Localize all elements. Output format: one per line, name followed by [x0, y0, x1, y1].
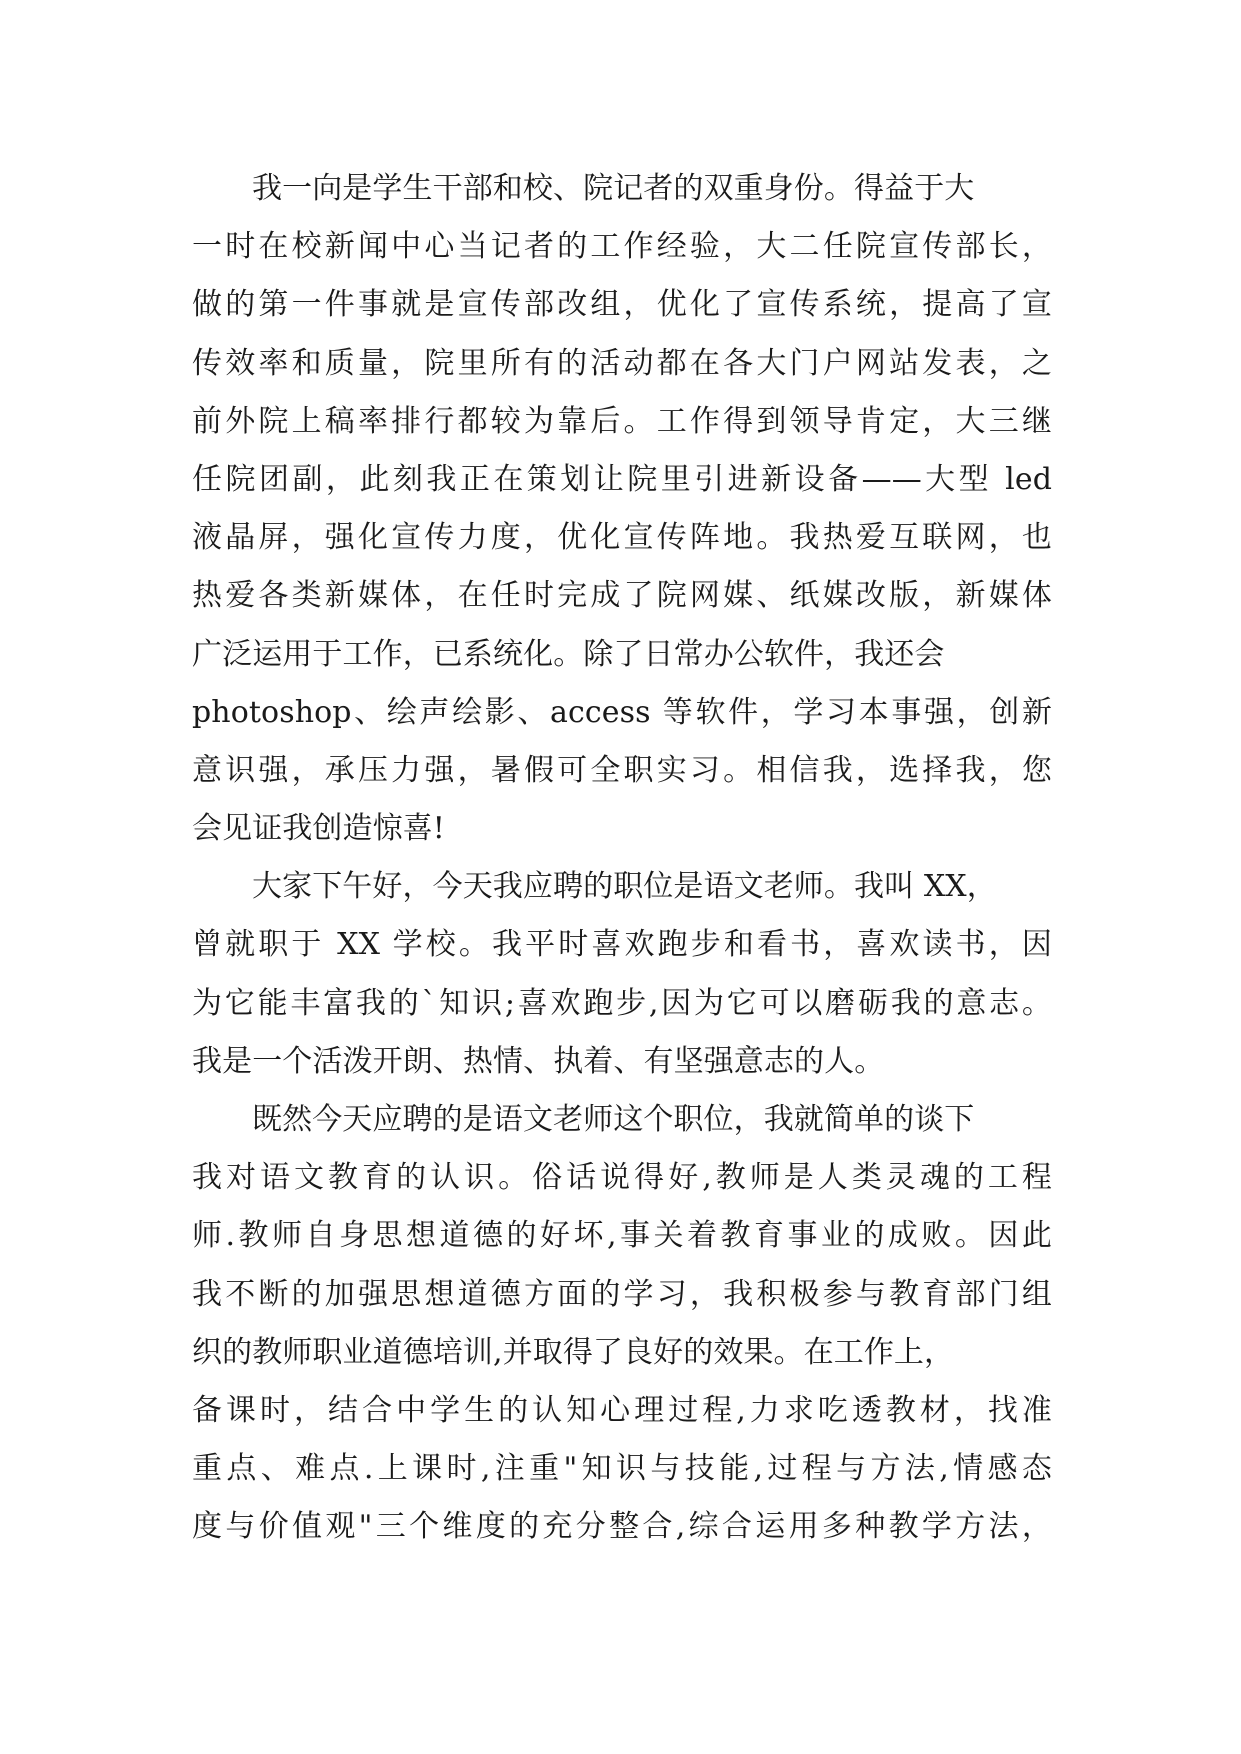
document-body [192, 160, 1052, 1557]
text-line: 一时在校新闻中心当记者的工作经验，大二任院宣传部长， [192, 229, 1052, 265]
text-line: 我是一个活泼开朗、热情、执着、有坚强意志的人。 [192, 1043, 885, 1079]
text-line: 传效率和质量，院里所有的活动都在各大门户网站发表，之 [192, 345, 1052, 381]
text-line: 我不断的加强思想道德方面的学习，我积极参与教育部门组 [192, 1276, 1052, 1312]
text-line: 会见证我创造惊喜! [192, 811, 445, 847]
text-line: 重点、难点.上课时,注重"知识与技能,过程与方法,情感态 [192, 1451, 1052, 1487]
text-line: 备课时，结合中学生的认知心理过程,力求吃透教材，找准 [192, 1392, 1052, 1428]
text-line: 曾就职于 XX 学校。我平时喜欢跑步和看书，喜欢读书，因 [192, 927, 1052, 963]
text-line: 广泛运用于工作，已系统化。除了日常办公软件，我还会 [192, 636, 945, 672]
text-line: 为它能丰富我的`知识;喜欢跑步,因为它可以磨砺我的意志。 [192, 985, 1052, 1021]
text-line: 大家下午好，今天我应聘的职位是语文老师。我叫 XX， [252, 869, 997, 905]
text-line: 我一向是学生干部和校、院记者的双重身份。得益于大 [252, 171, 975, 206]
text-line: 我对语文教育的认识。俗话说得好,教师是人类灵魂的工程 [192, 1160, 1052, 1196]
text-line: 液晶屏，强化宣传力度，优化宣传阵地。我热爱互联网，也 [192, 520, 1052, 556]
text-line: 度与价值观"三个维度的充分整合,综合运用多种教学方法， [192, 1509, 1052, 1545]
text-line: 织的教师职业道德培训,并取得了良好的效果。在工作上， [192, 1334, 955, 1370]
text-line: 热爱各类新媒体，在任时完成了院网媒、纸媒改版，新媒体 [192, 578, 1052, 614]
text-line: photoshop、绘声绘影、access 等软件，学习本事强，创新 [192, 694, 1052, 730]
text-line: 任院团副，此刻我正在策划让院里引进新设备——大型 led [192, 461, 1052, 497]
text-line: 意识强，承压力强，暑假可全职实习。相信我，选择我，您 [192, 752, 1052, 788]
text-line: 既然今天应聘的是语文老师这个职位，我就简单的谈下 [252, 1102, 975, 1137]
text-line: 做的第一件事就是宣传部改组，优化了宣传系统，提高了宣 [192, 287, 1052, 323]
text-line: 师.教师自身思想道德的好坏,事关着教育事业的成败。因此 [192, 1218, 1052, 1254]
text-line: 前外院上稿率排行都较为靠后。工作得到领导肯定，大三继 [192, 403, 1052, 439]
